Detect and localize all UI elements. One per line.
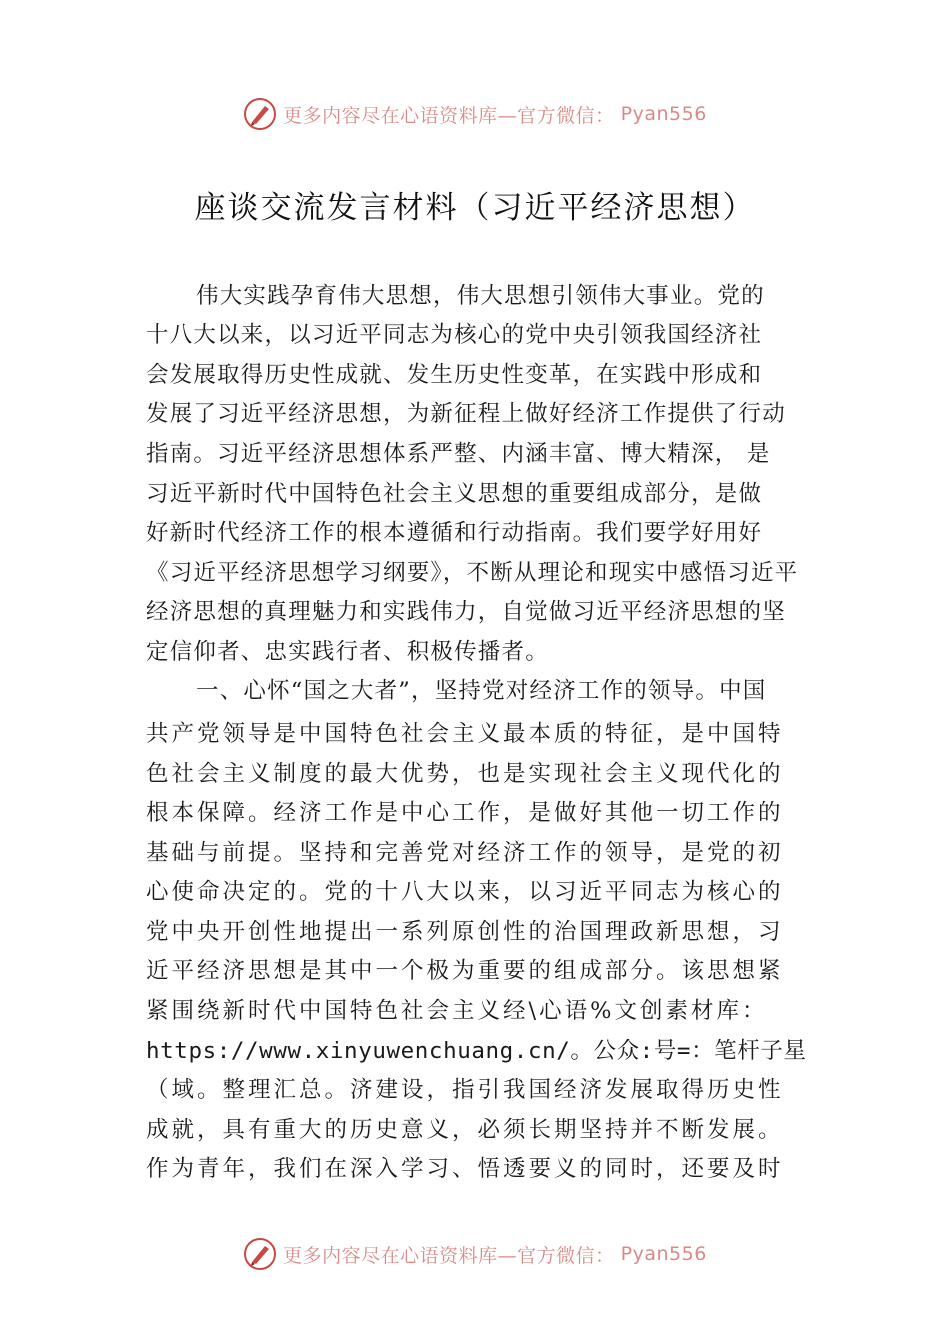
body-line: 发展了习近平经济思想，为新征程上做好经济工作提供了行动: [146, 401, 786, 427]
body-line: https://www.xinyuwenchuang.cn/。公众:号=：笔杆子星: [146, 1038, 807, 1064]
body-line: 习近平新时代中国特色社会主义思想的重要组成部分，是做: [146, 481, 763, 507]
body-line: 色社会主义制度的最大优势，也是实现社会主义现代化的: [146, 761, 784, 787]
body-line: 成就，具有重大的历史意义，必须长期坚持并不断发展。: [146, 1117, 784, 1143]
body-line: 作为青年，我们在深入学习、悟透要义的同时，还要及时: [146, 1156, 784, 1182]
body-line: 十八大以来，以习近平同志为核心的党中央引领我国经济社: [146, 322, 763, 348]
watermark-id: Pyan556: [620, 103, 707, 125]
watermark-footer: [0, 1232, 950, 1276]
body-line: 近平经济思想是其中一个极为重要的组成部分。该思想紧: [146, 958, 784, 984]
body-line: 《习近平经济思想学习纲要》，不断从理论和现实中感悟习近平: [146, 560, 799, 586]
body-line: （域。整理汇总。济建设，指引我国经济发展取得历史性: [146, 1077, 784, 1103]
body-line: 紧围绕新时代中国特色社会主义经\心语%文创素材库：: [146, 998, 768, 1024]
section-heading: 一、心怀“国之大者”，坚持党对经济工作的领导。中国: [196, 678, 767, 704]
body-line: 好新时代经济工作的根本遵循和行动指南。我们要学好用好: [146, 520, 763, 546]
watermark-header: [0, 92, 950, 136]
body-line: 定信仰者、忠实践行者、积极传播者。: [146, 639, 549, 665]
watermark-text: 更多内容尽在心语资料库—官方微信：: [283, 1244, 615, 1267]
body-line: 伟大实践孕育伟大思想，伟大思想引领伟大事业。党的: [196, 283, 765, 309]
body-line: 党中央开创性地提出一系列原创性的治国理政新思想，习: [146, 919, 784, 945]
pen-logo-icon: [243, 97, 277, 131]
body-line: 经济思想的真理魅力和实践伟力，自觉做习近平经济思想的坚: [146, 599, 786, 625]
document-title: 座谈交流发言材料（习近平经济思想）: [194, 190, 756, 226]
pen-logo-icon: [243, 1237, 277, 1271]
body-line: 会发展取得历史性成就、发生历史性变革，在实践中形成和: [146, 362, 763, 388]
body-line: 共产党领导是中国特色社会主义最本质的特征，是中国特: [146, 721, 784, 747]
body-line: 指南。习近平经济思想体系严整、内涵丰富、博大精深， 是: [146, 441, 771, 467]
body-line: 根本保障。经济工作是中心工作，是做好其他一切工作的: [146, 800, 784, 826]
body-line: 心使命决定的。党的十八大以来，以习近平同志为核心的: [146, 879, 784, 905]
body-line: 基础与前提。坚持和完善党对经济工作的领导，是党的初: [146, 840, 784, 866]
watermark-text: 更多内容尽在心语资料库—官方微信：: [283, 104, 615, 127]
watermark-id: Pyan556: [620, 1243, 707, 1265]
